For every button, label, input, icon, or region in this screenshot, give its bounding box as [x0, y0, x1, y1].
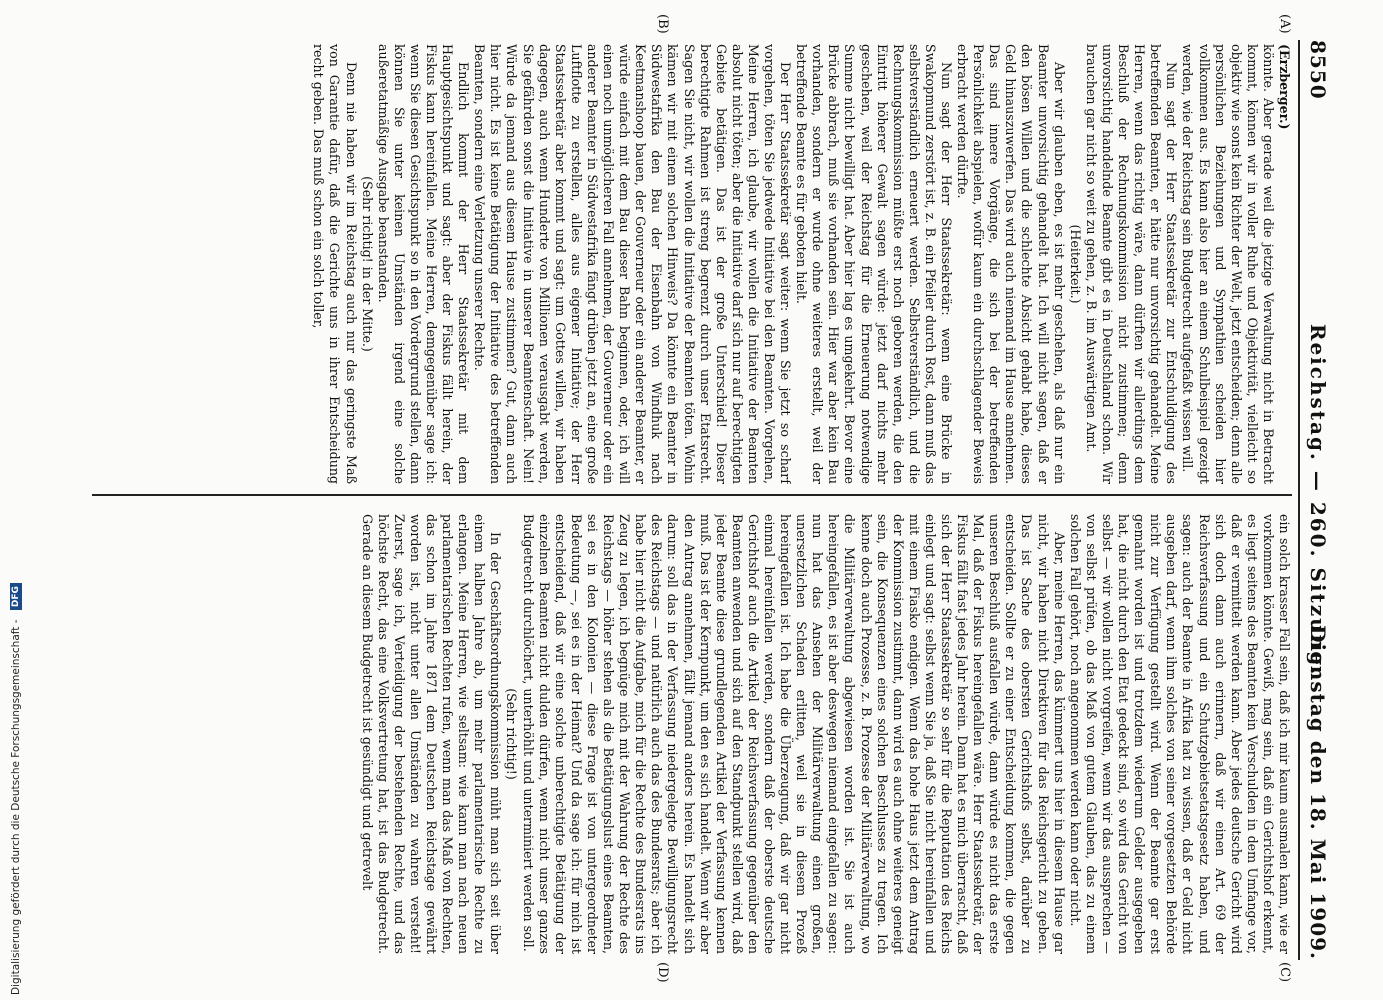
digitization-credit [10, 0, 30, 995]
interjection: (Sehr richtig! in der Mitte.) [359, 176, 375, 352]
page-header [1300, 40, 1330, 960]
interjection: (Heiterkeit.) [1067, 224, 1083, 304]
session-date: Dienstag den 18. Mai 1909. [1306, 625, 1330, 960]
margin-marker-d: (D) [655, 962, 670, 983]
right-column [56, 514, 1292, 954]
paragraph: Der Herr Staatssekretär sagt weiter: wenn Sie jetzt so scharf vorgehen, töten Sie jedwede Initiative bei den Beamten. Vorgehen, Meine Herren, ich glaube, wir wollen die Initiative der Beamten absolut nicht töten; aber die Initiative darf sich nur auf berechtigten Gebiete betätigen. Das ist der große Unterschied! Dieser berechtigte Rahmen ist streng begrenzt durch unser Etatsrecht. Sagen Sie nicht, wir wollen die Initiative der Beamten töten. Wohin kämen wir mit einem solchen Hinweis? Da könnte ein Beamter in Südwestafrika den Bau der Eisenbahn von Windhuk nach Keetmanshoop bauen, der Gouverneur oder ein anderer Beamter, er würde einfach mit dem Bau dieser Bahn beginnen, oder, ich will einen noch unmöglicheren Fall annehmen, der Gouverneur oder ein anderer Beamter in Südwestafrika fängt drüben jetzt an, eine große Luftflotte zu erstellen, alles aus eigener Initiative; der Herr Staatssekretär aber kommt und sagt: um Gottes willen, wir haben dagegen, auch wenn Hunderte von Millionen verausgabt werden, Sie gefährden sonst die Initiative in unserer Beamtenschaft. Nein! Würde da jemand aus diesem Hause zustimmen? Gut, dann auch hier nicht. Es ist keine Betätigung der Initiative des betreffenden Beamten, sondern eine Verletzung unserer Rechte. [472, 44, 794, 484]
paragraph: Aber wir glauben eben, es ist mehr geschehen, als daß nur ein Beamter unvorsichtig gehandelt hat. Ich will nicht sagen, daß er den bösen Willen und die schlechte Absicht gehabt habe, dieses Geld hinauszuwerfen. Das wird auch niemand im Hause annehmen. Das sind innere Vorgänge, die sich bei der betreffenden Persönlichkeit abspielen, wofür kaum ein durchschlagender Beweis erbracht werden dürfte. [955, 44, 1067, 484]
paragraph: Aber, meine Herren, das kümmert uns hier in diesem Hause gar nicht, wir haben nicht Direktiven für das Reichsgericht zu geben. Das ist Sache des obersten Gerichtshofs selbst, darüber zu entscheiden. Sollte er zu einer Entscheidung kommen, die gegen unseren Beschluß ausfallen würde, dann würde es nicht das erste Mal, daß der Fiskus hereingefallen wäre. Herr Staatssekretär, der Fiskus fällt fast jedes Jahr herein. Dann hat es mich überrascht, daß sich der Herr Staatssekretär so sehr für die Reputation des Reichs einlegt und sagt: selbst wenn Sie ja, daß Sie nicht hereinfallen und mit einem Fiasko endigen. Wenn das hohe Haus jetzt dem Antrag der Kommission zustimmt, dann wird es auch ohne weiteres geneigt sein, die Konsequenzen eines solchen Beschlusses zu tragen. Ich kenne doch auch Prozesse, z. B. Prozesse der Militärverwaltung, wo die Militärverwaltung abgewiesen worden ist. Sie ist auch hereingefallen, es ist aber deswegen niemand eingefallen zu sagen: nun hat das Ansehen der Militärverwaltung einen großen, unersetzlichen Schaden erlitten, weil sie in diesem Prozeß hereingefallen ist. Ich habe die Überzeugung, daß wir gar nicht einmal hereinfallen werden, sondern daß der oberste deutsche Gerichtshof auch die Artikel der Reichsverfassung gegenüber den Beamten anwenden und sich auf den Standpunkt stellen wird, daß jeder Beamte diese grundlegenden Artikel der Verfassung kennen muß. Das ist der Kernpunkt, um den es sich handelt. Wenn wir aber den Antrag annehmen, fällt jemand anders herein. Es handelt sich darum: soll das in der Verfassung niedergelegte Bewilligungsrecht des Reichstags — und natürlich auch das des Bundesrats; aber ich habe hier nicht die Aufgabe, mich für die Rechte des Bundesrats ins Zeug zu legen, ich begnüge mich mit der Wahrung der Rechte des Reichstags — höher stehen als die Betätigungslust eines Beamten, sei es in den Kolonien — diese Frage ist von untergeordneter Bedeutung —, sei es in der Heimat? Und da sage ich: für mich ist entscheidend, daß wir eine solche unberechtigte Betätigung der einzelnen Beamten nicht dulden dürfen, wenn nicht unser ganzes Budgetrecht durchlöchert, unterhöhlt und unterminiert werden soll. [520, 514, 1067, 954]
speaker-name: (Erzberger.) [1277, 44, 1292, 130]
margin-marker-b: (B) [655, 14, 670, 34]
paragraph: In der Geschäftsordnungskommission müht man sich seit über einem halben Jahre ab, um mehr parlamentarische Rechte zu erlangen. Meine Herren, wie seltsam: wie kann man nach neuen parlamentarischen Rechten rufen, wenn man das Maß von Rechten, das schon im Jahre 1871 dem Deutschen Reichstage gewährt worden ist, nicht unter allen Umständen zu wahren versteht! Zuerst, sage ich, Verteidigung der bestehenden Rechte, und das höchste Recht, das eine Volksvertretung hat, ist das Budgetrecht. Gerade an diesem Budgetrecht ist gesündigt und getrevelt [359, 514, 504, 954]
footer-wrap [10, 0, 30, 995]
credit-text: Digitalisierung gefördert durch die Deutsche Forschungsgemeinschaft - [10, 619, 22, 995]
left-column [56, 44, 1292, 484]
rotated-scan [46, 0, 1336, 1000]
header-rule [1298, 40, 1300, 960]
dfg-logo: DFG [10, 583, 22, 610]
session-title: Reichstag. — 260. Sitzung. [1306, 323, 1330, 677]
paragraph: Endlich kommt der Herr Staatssekretär mit dem Hauptgesichtspunkt und sagt: aber der Fiskus fällt herein, der Fiskus kann hereinfallen. Meine Herren, demgegenüber sage ich: wenn Sie diesen Gesichtspunkt so in den Vordergrund stellen, dann können Sie unter keinen Umständen irgend eine solche außeretatmäßige Ausgabe beanstanden. [375, 44, 472, 484]
paragraph: Nun sagt der Herr Staatssekretär: wenn eine Brücke in Swakopmund zerstört ist, z. B. ein Pfeiler durch Rost, dann muß das selbstverständlich erneuert werden. Selbstverständlich, und die Rechnungskommission müßte erst noch geboren werden, die den Eintritt höherer Gewalt sagen würde: jetzt darf nichts mehr geschehen, weil der Reichstag für die Erneuerung notwendige Summe nicht bewilligt hat. Aber hier lag es umgekehrt. Bevor eine Brücke abbrach, muß sie vorhanden sein. Hier war aber kein Bau vorhanden, sondern er wurde ohne weiteres erstellt, weil der betreffende Beamte es für geboten hielt. [794, 44, 955, 484]
interjection: (Sehr richtig!) [504, 688, 520, 780]
paragraph: ein solch krasser Fall sein, daß ich mir kaum ausmalen kann, wie er vorkommen könnte. Gewiß, mag sein, daß ein Gerichtshof erkennt, es liegt seitens des Beamten kein Verschulden in dem Umfange vor, daß er vermittelt werden kann. Aber jedes deutsche Gericht wird sich doch dann auch erinnern, daß wir einen Art. 69 der Reichsverfassung und ein Schutzgebietsetatsgesetz haben, und sagen: auch der Beamte in Afrika hat zu wissen, daß er Geld nicht ausgeben darf, wenn ihm solches von seiner vorgesetzten Behörde nicht zur Verfügung gestellt wird. Wenn der Beamte gar erst gemahnt worden ist und trotzdem wiederum Gelder ausgegeben hat, die nicht durch den Etat gedeckt sind, so wird das Gericht von selbst — wir wollen nicht vorgreifen, wenn wir das aussprechen — von selbst prüfen, ob das Maß von gutem Glauben, das zu einem solchen Fall gehört, noch angenommen werden kann oder nicht. [1067, 514, 1292, 954]
margin-marker-c: (C) [1277, 962, 1292, 983]
paragraph: könnte. Aber gerade weil die jetzige Verwaltung nicht in Betracht kommt, können wir in voller Ruhe und Objektivität, vielleicht so objektiv wie sonst kein Richter der Welt, jetzt entscheiden; denn alle persönlichen Beziehungen und Sympathien scheiden hier vollkommen aus. Es kann also hier an einem Schulbeispiel gezeigt werden, wie der Reichstag sein Budgetrecht aufgefaßt wissen will. [1180, 44, 1276, 484]
paragraph: Nun sagt der Herr Staatssekretär zur Entschuldigung des betreffenden Beamten, er hätte nur unvorsichtig gehandelt. Meine Herren, wenn das richtig wäre, dann dürften wir allerdings dem Beschluß der Rechnungskommission nicht zustimmen; denn unvorsichtig handelnde Beamte gibt es in Deutschland schon. Wir brauchen gar nicht so weit zu gehen, z. B. im Auswärtigen Amt. [1083, 44, 1180, 484]
column-divider [92, 494, 1292, 496]
margin-marker-a: (A) [1277, 14, 1292, 34]
paragraph: Denn nie haben wir im Reichstag auch nur das geringste Maß von Garantie dafür, daß die Gerichte uns in ihrer Entscheidung recht geben. Das muß schon ein solch toller, [311, 44, 359, 484]
page-number: 8550 [1306, 40, 1330, 100]
